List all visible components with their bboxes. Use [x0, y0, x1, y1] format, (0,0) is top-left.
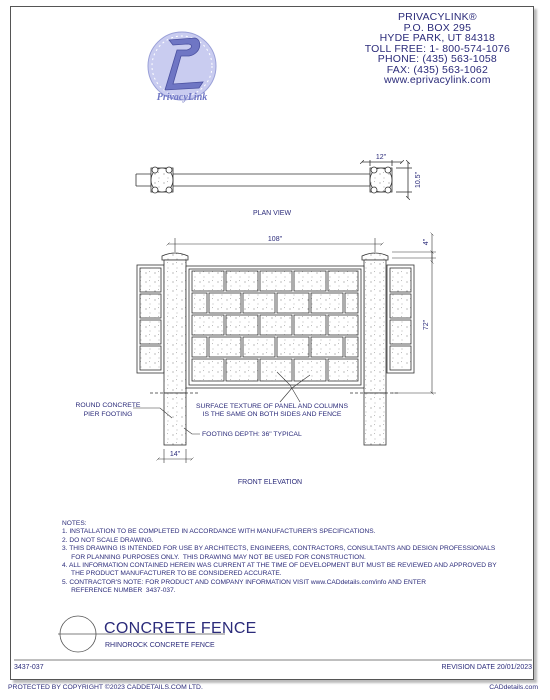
- cap-dim: 4": [423, 238, 430, 246]
- company-address-line1: P.O. BOX 295: [403, 21, 472, 34]
- drawing-title: CONCRETE FENCE: [104, 620, 257, 637]
- revision-date: REVISION DATE 20/01/2023: [441, 664, 532, 671]
- footing-width-dim: 14": [169, 451, 181, 458]
- plan-view: [136, 160, 412, 198]
- note-line: FOR PLANNING PURPOSES ONLY. THIS DRAWING MAY NOT BE USED FOR CONSTRUCTION.: [62, 553, 366, 561]
- company-name: PRIVACYLINK®: [397, 11, 477, 23]
- reference-number: 3437-037: [14, 664, 44, 671]
- notes-block: [62, 520, 502, 596]
- plan-width-dim: 12": [375, 154, 387, 161]
- note-line: REFERENCE NUMBER 3437-037.: [62, 587, 176, 595]
- note-line: 1. INSTALLATION TO BE COMPLETED IN ACCORDANCE WITH MANUFACTURER'S SPECIFICATIONS.: [62, 528, 376, 536]
- caddetails-link[interactable]: CADdetails.com: [489, 684, 538, 691]
- callout-texture-line2: IS THE SAME ON BOTH SIDES AND FENCE: [202, 411, 342, 418]
- callout-round-pier-line2: PIER FOOTING: [83, 411, 133, 418]
- note-line: THE PRODUCT MANUFACTURER TO BE CONSIDERED ACCURATE.: [62, 570, 282, 578]
- plan-view-label: PLAN VIEW: [252, 210, 292, 217]
- company-address-line2: HYDE PARK, UT 84318: [379, 32, 496, 44]
- note-line: 3. THIS DRAWING IS INTENDED FOR USE BY ARCHITECTS, ENGINEERS, CONTRACTORS, CONSULTANTS AND DESIGN PROFESSIONALS: [62, 545, 496, 553]
- right-column: [362, 253, 388, 393]
- plan-depth-dim: 10.5": [415, 171, 422, 189]
- height-dim: 72": [423, 319, 430, 331]
- logo-text: PrivacyLink: [156, 92, 208, 103]
- plan-right-column: [370, 167, 392, 193]
- note-line: 4. ALL INFORMATION CONTAINED HEREIN WAS CURRENT AT THE TIME OF DEVELOPMENT BUT MUST BE REVIEWED AND APPROVED BY: [62, 562, 497, 570]
- copyright-text: PROTECTED BY COPYRIGHT ©2023 CADDETAILS.COM LTD.: [8, 684, 203, 691]
- callout-footing-depth: FOOTING DEPTH: 36" TYPICAL: [202, 431, 302, 438]
- company-tollfree: TOLL FREE: 1- 800-574-1076: [364, 42, 510, 55]
- right-footing: [364, 393, 386, 445]
- drawing-subtitle: RHINOROCK CONCRETE FENCE: [105, 642, 215, 649]
- left-column: [162, 253, 188, 393]
- left-footing: [164, 393, 186, 445]
- panel-stones: [192, 271, 358, 381]
- plan-left-column: [151, 167, 173, 193]
- callout-texture-line1: SURFACE TEXTURE OF PANEL AND COLUMNS: [195, 403, 349, 410]
- company-website[interactable]: www.eprivacylink.com: [384, 74, 491, 86]
- company-fax: FAX: (435) 563-1062: [386, 63, 488, 76]
- span-dim: 108": [267, 236, 283, 243]
- front-elevation-label: FRONT ELEVATION: [237, 479, 303, 486]
- callout-round-pier-line1: ROUND CONCRETE: [75, 402, 141, 409]
- note-line: 2. DO NOT SCALE DRAWING.: [62, 536, 154, 544]
- notes-heading: NOTES:: [62, 520, 87, 527]
- company-phone: PHONE: (435) 563-1058: [377, 53, 497, 65]
- title-block-graphic: [14, 616, 532, 660]
- note-line: 5. CONTRACTOR'S NOTE: FOR PRODUCT AND COMPANY INFORMATION VISIT www.CADdetails.com/info AND ENTER: [62, 578, 426, 586]
